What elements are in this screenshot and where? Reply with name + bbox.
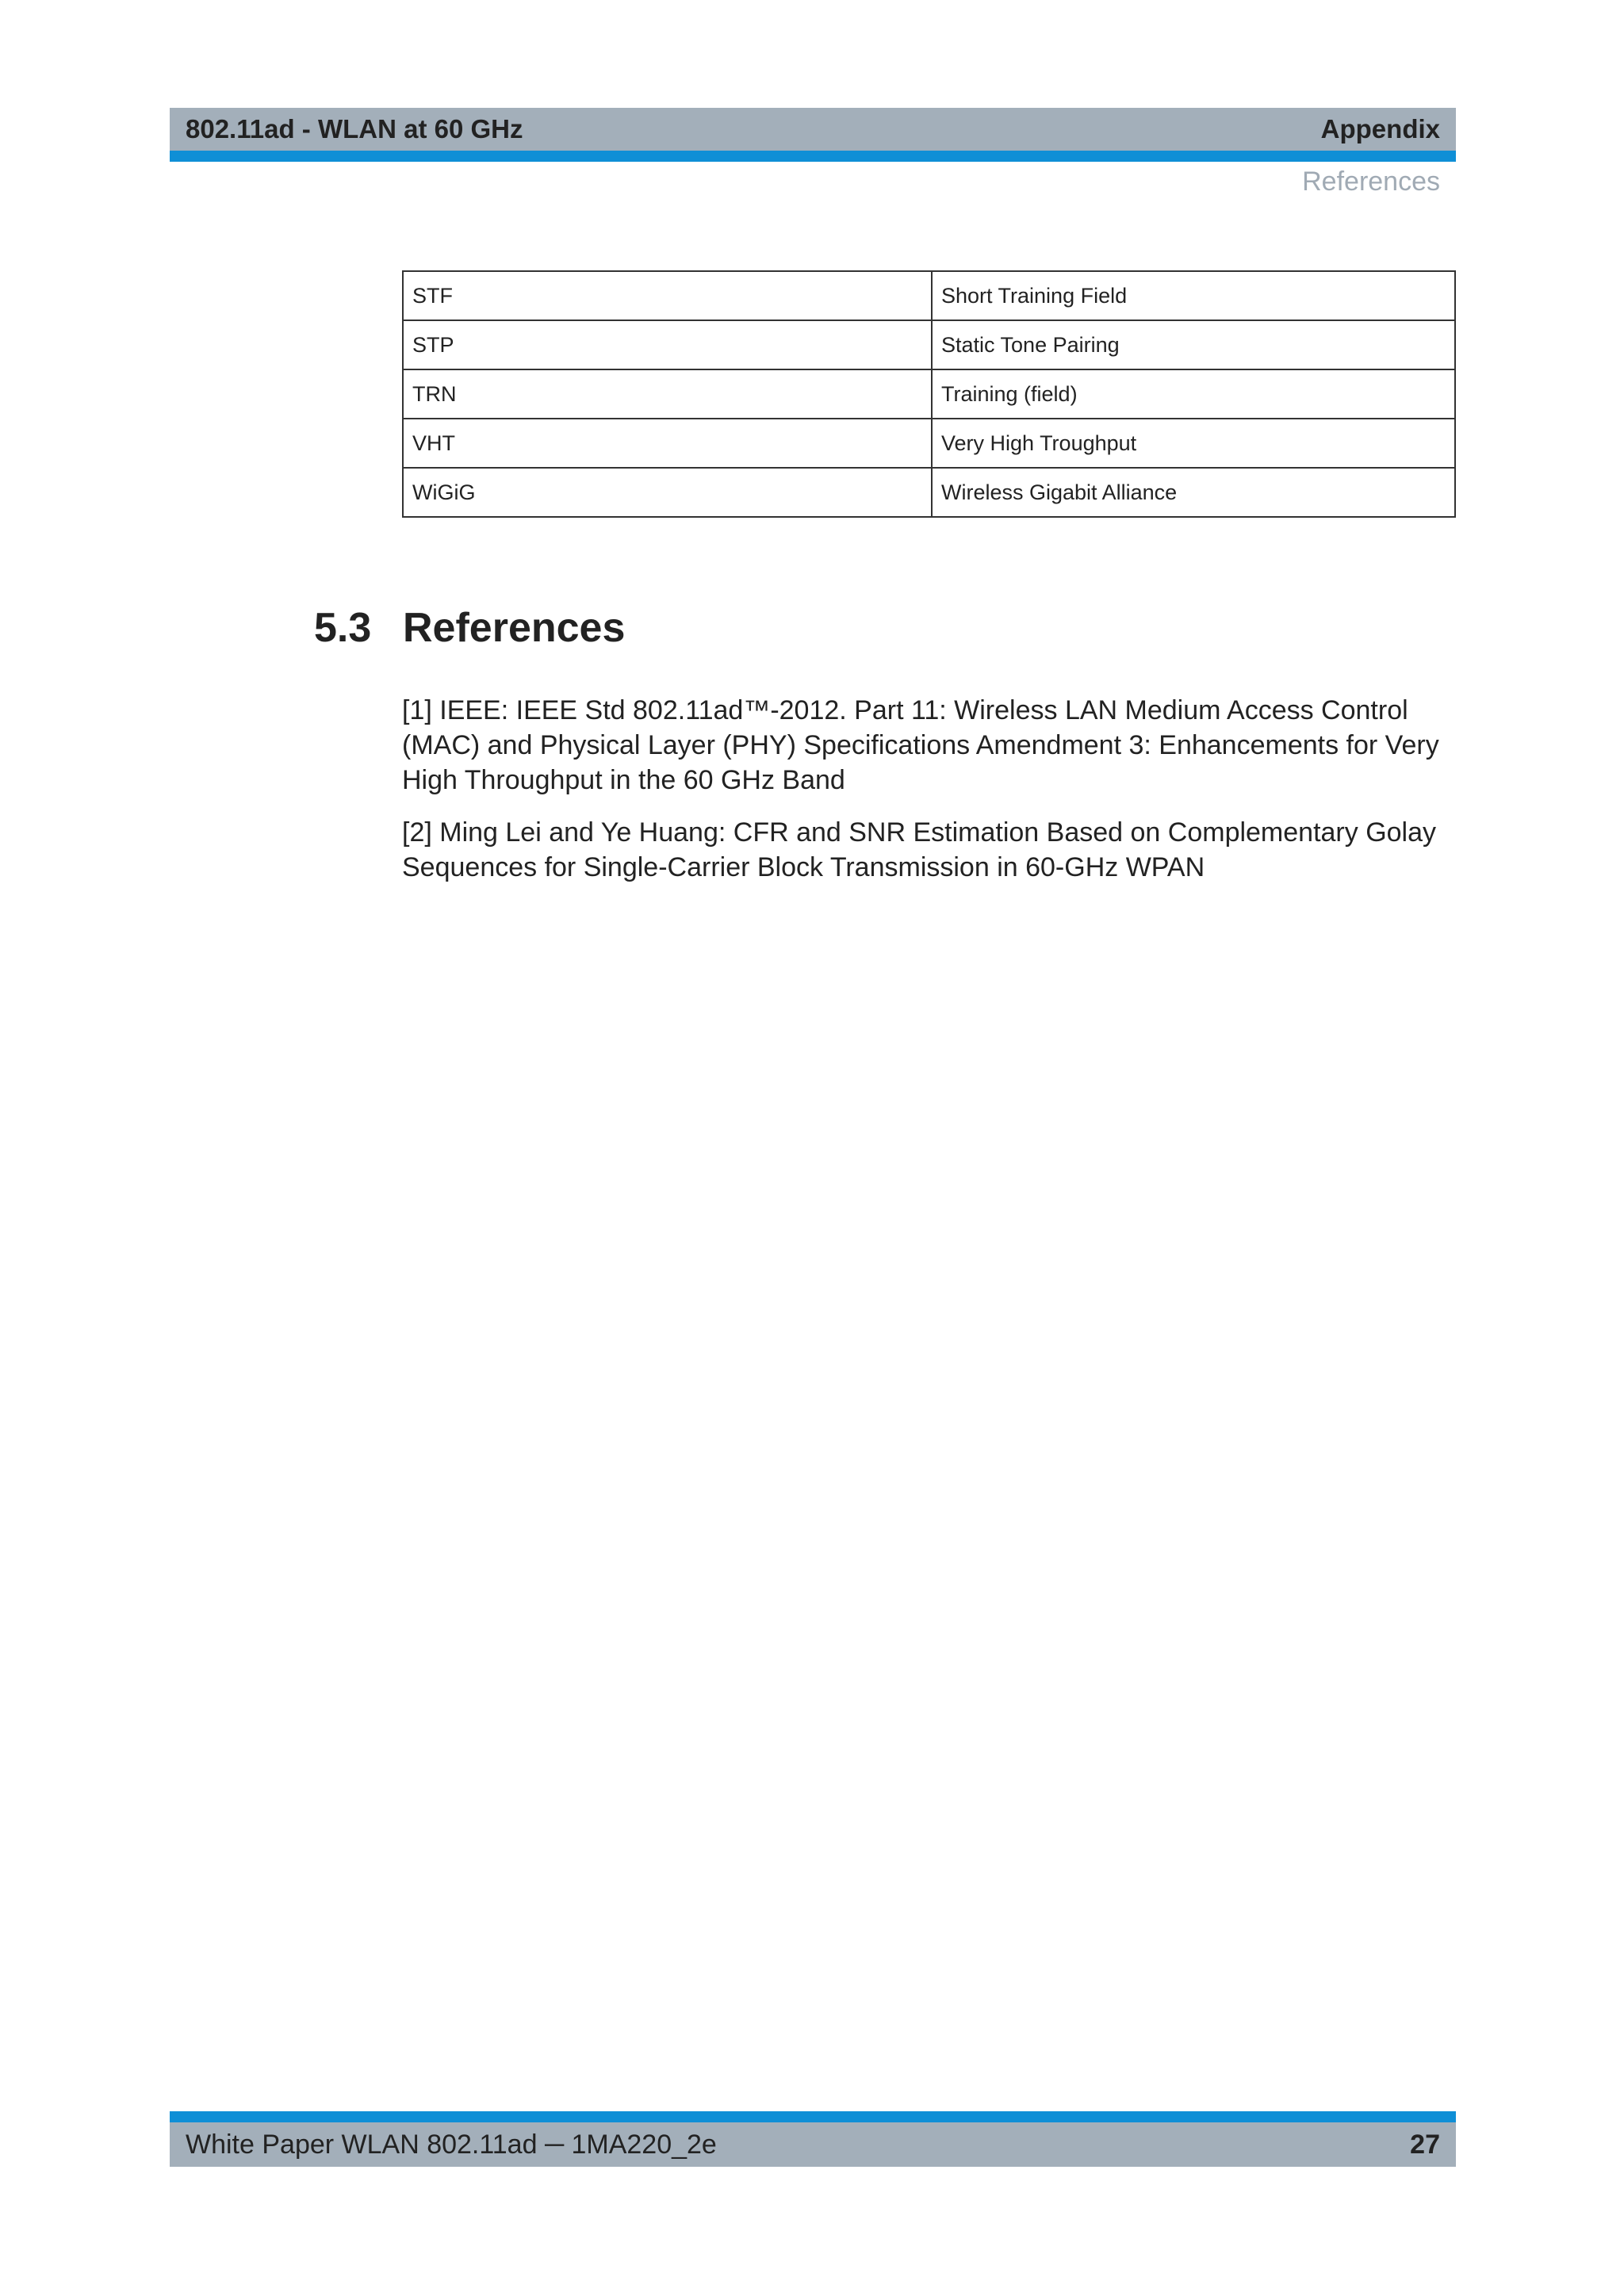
page-header: [170, 108, 1456, 151]
header-accent-stripe: [170, 151, 1456, 162]
table-row: [403, 369, 1455, 419]
abbreviation-cell: TRN: [403, 369, 932, 419]
abbreviation-cell: VHT: [403, 419, 932, 468]
page-number: 27: [1410, 2129, 1440, 2160]
references-list: [402, 693, 1458, 902]
page-footer: [170, 2122, 1456, 2167]
header-subsection: References: [1302, 166, 1440, 197]
table-row: [403, 419, 1455, 468]
section-heading: [314, 604, 625, 652]
section-title: References: [403, 605, 626, 651]
meaning-cell: Wireless Gigabit Alliance: [932, 468, 1455, 517]
meaning-cell: Very High Troughput: [932, 419, 1455, 468]
footer-document-title: White Paper WLAN 802.11ad ─ 1MA220_2e: [186, 2129, 717, 2160]
abbreviation-table: [402, 270, 1456, 518]
table-row: [403, 271, 1455, 320]
footer-accent-stripe: [170, 2111, 1456, 2122]
abbreviation-cell: STP: [403, 320, 932, 369]
meaning-cell: Training (field): [932, 369, 1455, 419]
meaning-cell: Static Tone Pairing: [932, 320, 1455, 369]
header-section: Appendix: [1320, 114, 1440, 144]
meaning-cell: Short Training Field: [932, 271, 1455, 320]
reference-item: [2] Ming Lei and Ye Huang: CFR and SNR Estimation Based on Complementary Golay Sequences for Single-Carrier Block Transmission in 60-GHz WPAN: [402, 817, 1437, 882]
table-row: [403, 468, 1455, 517]
abbreviation-cell: WiGiG: [403, 468, 932, 517]
reference-item: [1] IEEE: IEEE Std 802.11ad™-2012. Part 11: Wireless LAN Medium Access Control (MAC) and Physical Layer (PHY) Specifications Amendment 3: Enhancements for Very High Throughput in the 60 GHz Band: [402, 695, 1439, 795]
abbreviation-cell: STF: [403, 271, 932, 320]
table-row: [403, 320, 1455, 369]
section-number: 5.3: [314, 605, 372, 651]
header-title: 802.11ad - WLAN at 60 GHz: [186, 114, 523, 144]
